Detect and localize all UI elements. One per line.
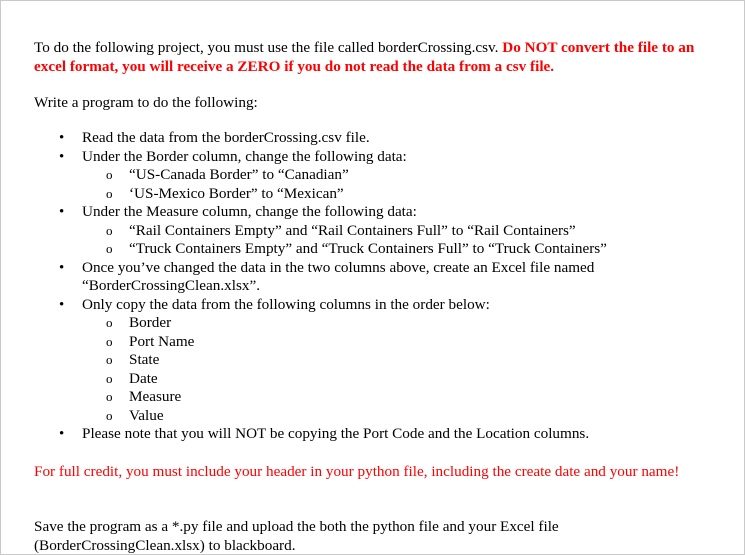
circle-bullet-icon: o [106,241,113,256]
sub-item-text: Measure [129,388,182,405]
save-note: Save the program as a *.py file and upload the both the python file and your Excel file (BorderCrossingClean.xlsx) to blackboard. [34,518,559,554]
sub-item-text: Border [129,314,172,331]
sub-item [82,240,745,259]
circle-bullet-icon: o [106,167,113,182]
bullet-text: Please note that you will NOT be copying the Port Code and the Location columns. [82,425,590,442]
bullet-item [1,296,745,426]
write-program-heading: Write a program to do the following: [34,94,258,111]
bullet-dot-icon: • [59,204,65,220]
sub-item [82,185,745,204]
sub-item [82,407,745,426]
sub-item [82,166,745,185]
intro-paragraph [34,38,724,76]
bullet-text: Under the Measure column, change the following data: [82,203,417,220]
intro-text: To do the following project, you must use the file called borderCrossing.csv. [34,39,503,56]
sub-item-text: “Truck Containers Empty” and “Truck Containers Full” to “Truck Containers” [129,240,607,257]
bullet-dot-icon: • [59,130,65,146]
sub-item [82,370,745,389]
sub-item-text: “Rail Containers Empty” and “Rail Containers Full” to “Rail Containers” [129,221,576,239]
bullet-text: Under the Border column, change the following data: [82,147,407,165]
bullet-item [1,203,745,259]
circle-bullet-icon: o [106,389,113,404]
requirements-list [1,129,745,444]
bullet-dot-icon: • [59,426,65,442]
bullet-text: Once you’ve changed the data in the two columns above, create an Excel file named “BorderCrossingClean.xlsx”. [82,258,595,294]
bullet-text: Only copy the data from the following columns in the order below: [82,295,490,313]
sub-item [82,222,745,241]
bullet-item [1,148,745,204]
bullet-dot-icon: • [59,259,65,276]
circle-bullet-icon: o [106,333,113,349]
circle-bullet-icon: o [106,370,113,386]
circle-bullet-icon: o [106,407,113,423]
sub-item-text: State [129,351,160,368]
intro-warning: Do NOT convert the file to an excel format, you will receive a ZERO if you do not read the data from a csv file. [34,39,695,75]
bullet-dot-icon: • [59,296,65,313]
sub-list [82,222,745,259]
circle-bullet-icon: o [106,222,113,238]
sub-item [82,388,745,407]
sub-item [82,333,745,352]
bullet-text: Read the data from the borderCrossing.csv file. [82,129,370,146]
circle-bullet-icon: o [106,352,113,367]
bullet-item [1,259,745,296]
sub-list [82,314,745,425]
credit-note: For full credit, you must include your header in your python file, including the create date and your name! [34,463,680,480]
sub-item-text: Value [129,406,164,424]
bullet-dot-icon: • [59,148,65,165]
sub-item-text: ‘US-Mexico Border” to “Mexican” [129,184,344,202]
circle-bullet-icon: o [106,315,113,330]
bullet-item [1,129,745,148]
bullet-item [1,425,745,444]
sub-item-text: “US-Canada Border” to “Canadian” [129,166,349,183]
sub-item [82,314,745,333]
sub-item [82,351,745,370]
sub-item-text: Port Name [129,332,195,350]
sub-list [82,166,745,203]
circle-bullet-icon: o [106,185,113,201]
sub-item-text: Date [129,369,158,387]
